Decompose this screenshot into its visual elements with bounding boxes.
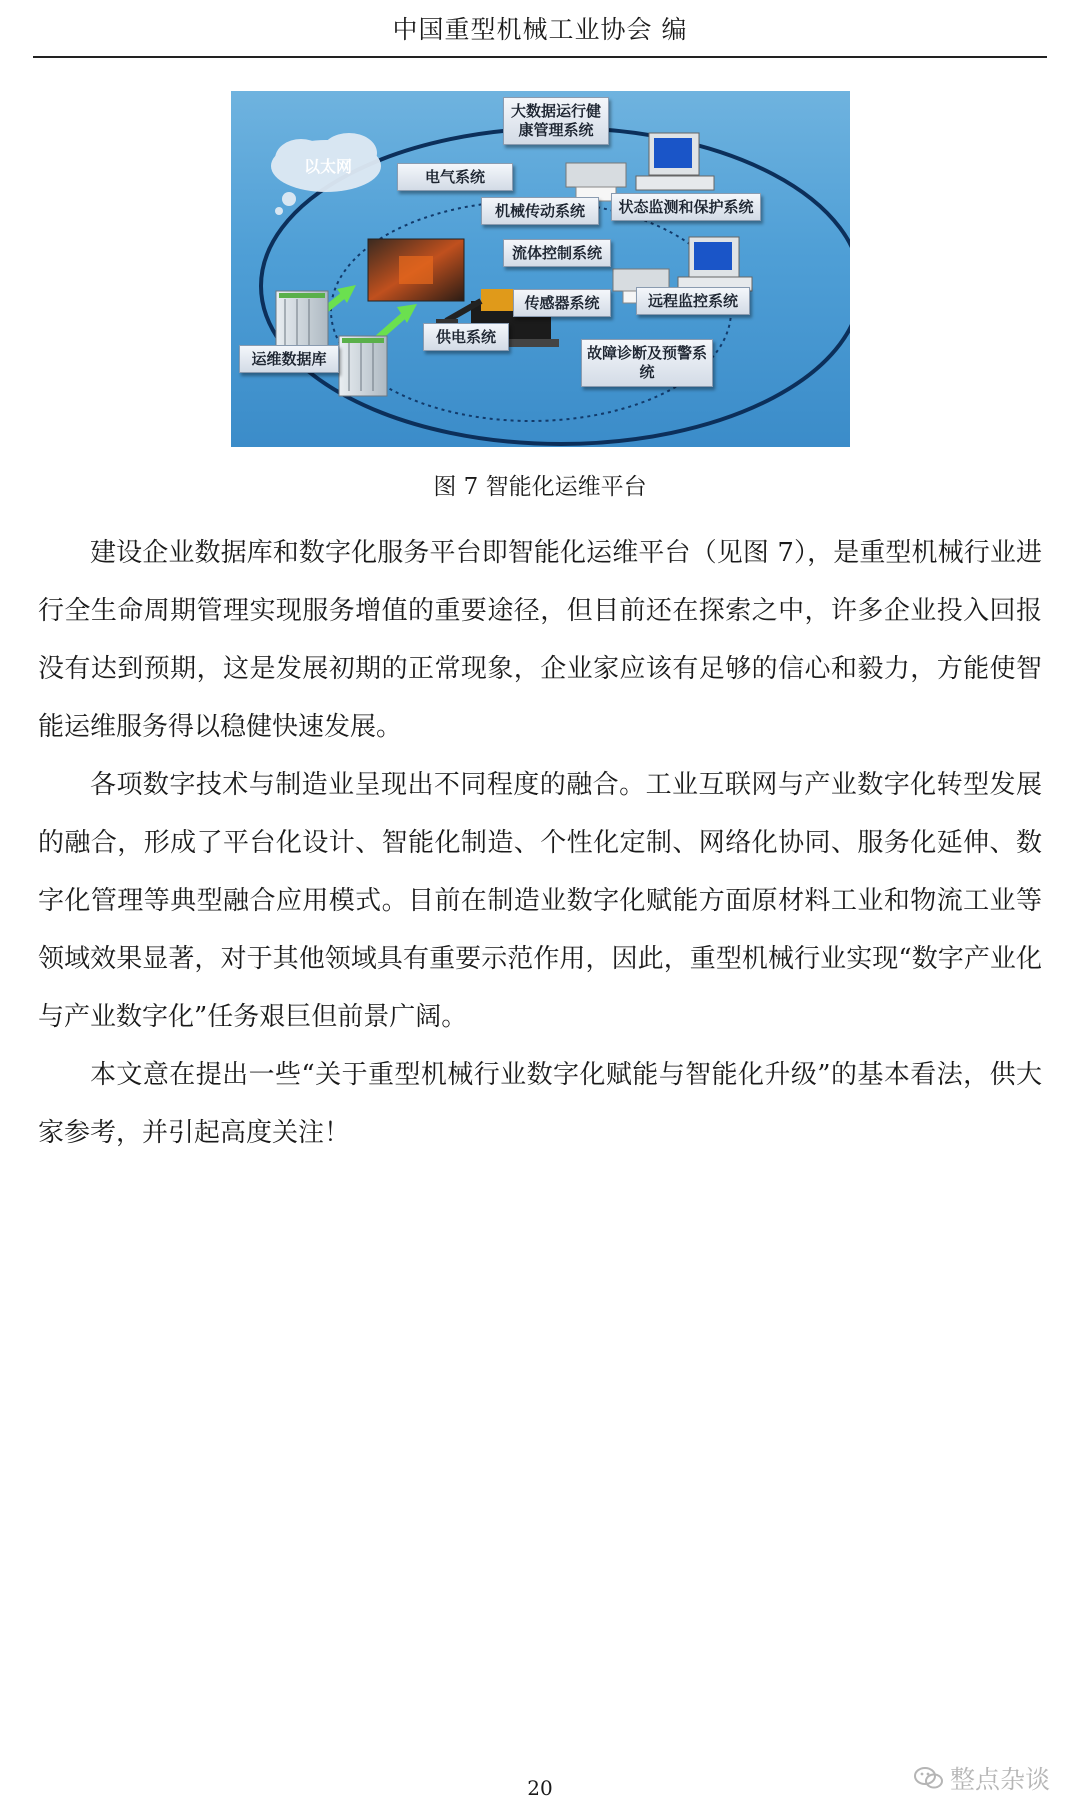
body-text bbox=[38, 524, 1042, 1162]
system-box-power: 供电系统 bbox=[423, 323, 509, 351]
monitor-bottom bbox=[678, 237, 752, 291]
system-box-database: 运维数据库 bbox=[239, 345, 339, 373]
system-box-big-data: 大数据运行健康管理系统 bbox=[503, 97, 609, 145]
server-rack-left bbox=[276, 291, 328, 353]
wechat-icon bbox=[914, 1766, 944, 1790]
wechat-watermark bbox=[914, 1760, 1050, 1796]
system-box-electrical: 电气系统 bbox=[397, 163, 513, 191]
watermark-text: 整点杂谈 bbox=[949, 1765, 1050, 1794]
system-box-diagnosis: 故障诊断及预警系统 bbox=[581, 339, 713, 387]
figure-caption: 图 7 智能化运维平台 bbox=[433, 474, 647, 500]
system-box-remote: 远程监控系统 bbox=[636, 287, 750, 315]
server-rack-right bbox=[339, 336, 387, 396]
paragraph-2: 各项数字技术与制造业呈现出不同程度的融合。工业互联网与产业数字化转型发展的融合，形成了平台化设计、智能化制造、个性化定制、网络化协同、服务化延伸、数字化管理等典型融合应用模式。目前在制造业数字化赋能方面原材料工业和物流工业等领域效果显著，对于其他领域具有重要示范作用，因此，重型机械行业实现“数字产业化与产业数字化”任务艰巨但前景广阔。 bbox=[38, 770, 1042, 1032]
paragraph-1: 建设企业数据库和数字化服务平台即智能化运维平台（见图 7），是重型机械行业进行全生命周期管理实现服务增值的重要途径，但目前还在探索之中，许多企业投入回报没有达到预期，这是发展初期的正常现象，企业家应该有足够的信心和毅力，方能使智能运维服务得以稳健快速发展。 bbox=[38, 538, 1042, 742]
monitor-top bbox=[636, 133, 714, 190]
system-box-mechanical: 机械传动系统 bbox=[481, 197, 599, 225]
system-box-fluid: 流体控制系统 bbox=[503, 239, 611, 267]
ethernet-label: 以太网 bbox=[303, 157, 352, 176]
header-title: 中国重型机械工业协会 编 bbox=[392, 15, 688, 44]
page-header bbox=[33, 0, 1047, 58]
system-box-monitoring: 状态监测和保护系统 bbox=[611, 193, 761, 221]
paragraph-3: 本文意在提出一些“关于重型机械行业数字化赋能与智能化升级”的基本看法，供大家参考，并引起高度关注！ bbox=[38, 1060, 1042, 1148]
platform-diagram bbox=[231, 91, 850, 447]
page-number: 20 bbox=[527, 1776, 553, 1800]
system-box-sensor: 传感器系统 bbox=[513, 289, 611, 317]
